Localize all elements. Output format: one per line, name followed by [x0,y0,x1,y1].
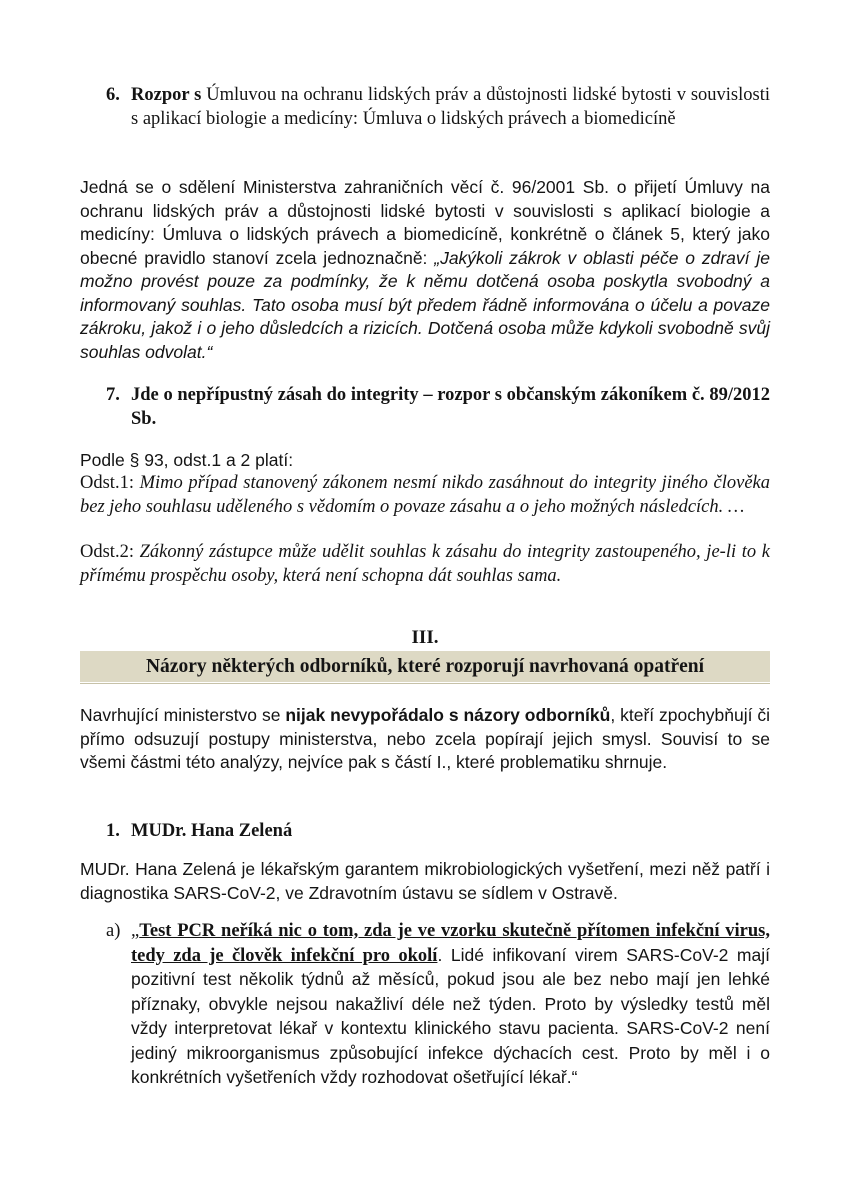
odst1-text: Mimo případ stanovený zákonem nesmí nikdo zasáhnout do integrity jiného člověka bez jeho souhlasu uděleného s vědomím o povaze zásahu a o jeho možných následcích. … [80,473,770,517]
item-6-heading [131,84,770,131]
convention-paragraph-text: Jedná se o sdělení Ministerstva zahraničních věcí č. 96/2001 Sb. o přijetí Úmluvy na ochranu lidských práv a důstojnosti lidské bytosti v souvislosti s aplikací biologie a medicíny: Úmluva o lidských právech a biomedicíně, konkrétně o článek 5, který jako obecné pravidlo stanoví zcela jednoznačně: [80,177,770,268]
section-intro-part1: Navrhující ministerstvo se [80,705,286,725]
section-intro-part2: , kteří zpochybňují či přímo odsuzují postupy ministerstva, nebo zcela popírají jejich smysl. Souvisí to se všemi částmi této analýzy, nejvíce pak s částí I., které problematiku shrnuje. [80,705,770,772]
odst2-text: Zákonný zástupce může udělit souhlas k zásahu do integrity zastoupeného, je-li to k přímému prospěchu osoby, která není schopna dát souhlas sama. [80,542,770,586]
odst1-label: Odst.1: [80,473,134,493]
item-a-open-quote: „ [131,921,140,941]
item-6-lead: Rozpor s [131,85,202,105]
section-intro-paragraph [80,704,770,775]
odst2-label: Odst.2: [80,542,134,562]
item-7-heading: Jde o nepřípustný zásah do integrity – rozpor s občanským zákoníkem č. 89/2012 Sb. [131,385,770,429]
section-title-underline [80,683,770,684]
civil-code-odst1 [80,472,770,519]
item-6-text: Úmluvou na ochranu lidských práv a důstojnosti lidské bytosti v souvislosti s aplikací biologie a medicíny: Úmluva o lidských právech a biomedicíně [131,85,770,129]
item-1-number: 1. [106,821,120,841]
convention-paragraph [80,176,770,364]
convention-article-quote: „Jakýkoli zákrok v oblasti péče o zdraví je možno provést pouze za podmínky, že k němu dotčená osoba poskytla svobodný a informovaný souhlas. Tato osoba musí být předem řádně informována o účelu a povaze zákroku, jakož i o jeho důsledcích a rizicích. Dotčená osoba může kdykoli svobodně svůj souhlas odvolat.“ [80,247,770,362]
item-a-label: a) [106,921,121,941]
section-intro-bold: nijak nevypořádalo s názory odborníků [285,705,611,725]
civil-code-odst2 [80,541,770,588]
section-title: Názory některých odborníků, které rozporují navrhovaná opatření [145,656,705,677]
item-6-number: 6. [106,85,120,105]
item-7-number: 7. [106,385,120,405]
item-a-bold-underlined: Test PCR neříká nic o tom, zda je ve vzorku skutečně přítomen infekční virus, tedy zda je člověk infekční pro okolí [131,921,770,966]
section-number: III. [411,627,439,648]
item-a-quote [131,920,770,1091]
civil-code-intro: Podle § 93, odst.1 a 2 platí: [80,450,294,470]
item-1-heading: MUDr. Hana Zelená [131,821,293,841]
zelena-intro-paragraph: MUDr. Hana Zelená je lékařským garantem mikrobiologických vyšetření, mezi něž patří i diagnostika SARS-CoV-2, ve Zdravotním ústavu se sídlem v Ostravě. [80,859,770,903]
item-a-rest: . Lidé infikovaní virem SARS-CoV-2 mají pozitivní test několik týdnů až měsíců, pokud jsou ale bez nebo mají jen lehké příznaky, obvykle nejsou nakažliví déle než týden. Proto by výsledky testů měl vždy interpretovat lékař v kontextu klinického stavu pacienta. SARS-CoV-2 není jediný mikroorganismus způsobující infekce dýchacích cest. Proto by měl i o konkrétních vyšetřeních vždy rozhodovat ošetřující lékař.“ [131,944,770,1087]
